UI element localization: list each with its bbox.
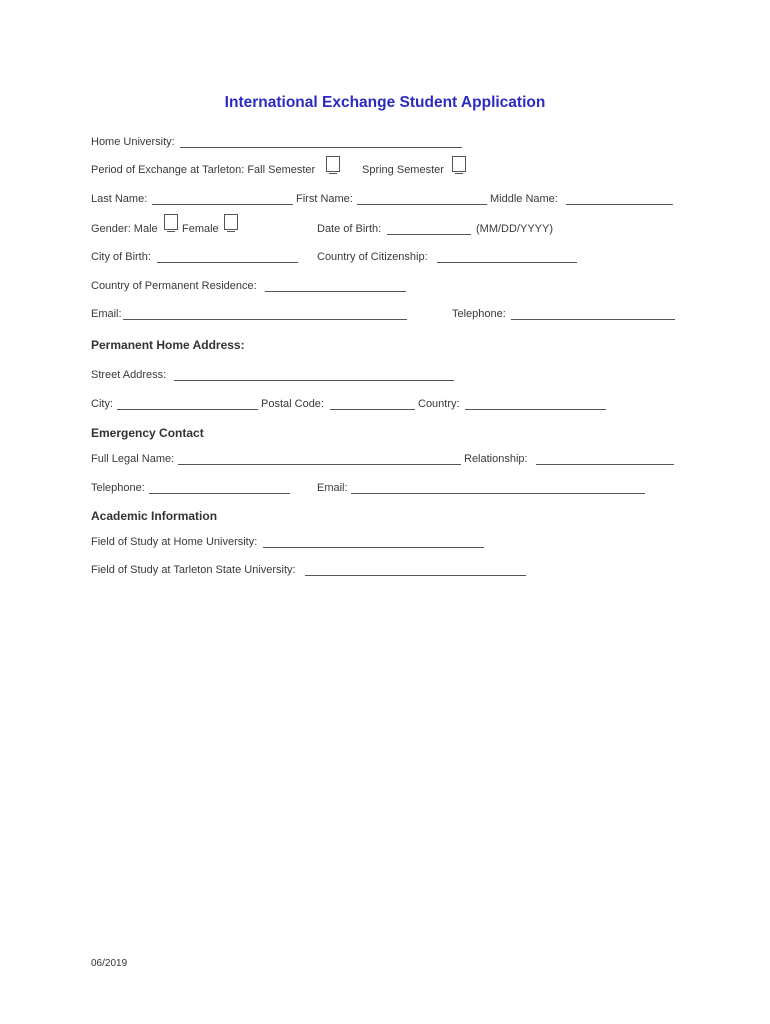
emergency-telephone-field[interactable]	[149, 493, 290, 494]
emergency-email-label: Email:	[317, 482, 348, 494]
form-revision-date: 06/2019	[91, 958, 128, 969]
middle-name-label: Middle Name:	[490, 193, 558, 205]
academic-information-heading: Academic Information	[91, 509, 218, 523]
spring-semester-checkbox[interactable]	[452, 156, 466, 172]
postal-code-label: Postal Code:	[261, 398, 324, 410]
street-address-label: Street Address:	[91, 369, 167, 381]
spring-semester-label: Spring Semester	[362, 164, 444, 176]
telephone-field[interactable]	[511, 319, 675, 320]
emergency-telephone-label: Telephone:	[91, 482, 145, 494]
period-of-exchange-label: Period of Exchange at Tarleton: Fall Semester	[91, 164, 316, 176]
field-of-study-home-label: Field of Study at Home University:	[91, 536, 258, 548]
city-label: City:	[91, 398, 113, 410]
full-legal-name-field[interactable]	[178, 464, 461, 465]
country-of-residence-field[interactable]	[265, 291, 406, 292]
country-of-citizenship-field[interactable]	[437, 262, 577, 263]
city-of-birth-field[interactable]	[157, 262, 298, 263]
date-of-birth-label: Date of Birth:	[317, 223, 382, 235]
city-of-birth-label: City of Birth:	[91, 251, 151, 263]
country-of-residence-label: Country of Permanent Residence:	[91, 280, 257, 292]
home-university-label: Home University:	[91, 136, 175, 148]
permanent-home-address-heading: Permanent Home Address:	[91, 338, 245, 352]
full-legal-name-label: Full Legal Name:	[91, 453, 175, 465]
country-field[interactable]	[465, 409, 606, 410]
form-title: International Exchange Student Application	[224, 94, 546, 111]
country-label: Country:	[418, 398, 460, 410]
female-label: Female	[182, 223, 219, 235]
country-of-citizenship-label: Country of Citizenship:	[317, 251, 428, 263]
home-university-field[interactable]	[180, 147, 462, 148]
relationship-label: Relationship:	[464, 453, 528, 465]
emergency-contact-heading: Emergency Contact	[91, 426, 204, 440]
fall-semester-checkbox[interactable]	[326, 156, 340, 172]
last-name-field[interactable]	[152, 204, 293, 205]
female-checkbox[interactable]	[224, 214, 238, 230]
dob-format-hint: (MM/DD/YYYY)	[476, 223, 553, 235]
field-of-study-tarleton-label: Field of Study at Tarleton State University:	[91, 564, 296, 576]
field-of-study-home-field[interactable]	[263, 547, 484, 548]
first-name-label: First Name:	[296, 193, 353, 205]
middle-name-field[interactable]	[566, 204, 673, 205]
city-field[interactable]	[117, 409, 258, 410]
relationship-field[interactable]	[536, 464, 674, 465]
email-label: Email:	[91, 308, 122, 320]
gender-male-label: Gender: Male	[91, 223, 158, 235]
field-of-study-tarleton-field[interactable]	[305, 575, 526, 576]
telephone-label: Telephone:	[452, 308, 506, 320]
first-name-field[interactable]	[357, 204, 487, 205]
email-field[interactable]	[123, 319, 407, 320]
postal-code-field[interactable]	[330, 409, 415, 410]
last-name-label: Last Name:	[91, 193, 148, 205]
emergency-email-field[interactable]	[351, 493, 645, 494]
street-address-field[interactable]	[174, 380, 454, 381]
date-of-birth-field[interactable]	[387, 234, 471, 235]
male-checkbox[interactable]	[164, 214, 178, 230]
